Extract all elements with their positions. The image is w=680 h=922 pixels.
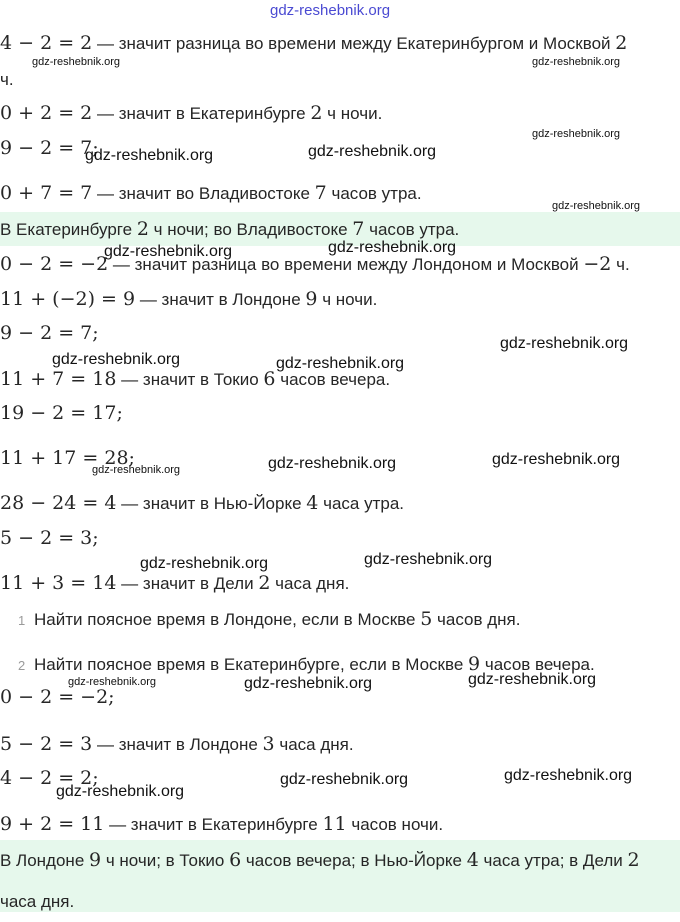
watermark: gdz-reshebnik.org — [552, 200, 641, 212]
watermark: gdz-reshebnik.org — [92, 464, 181, 476]
solution-line — [0, 32, 680, 54]
answer-value: 2 — [136, 218, 149, 240]
answer-value-2: 7 — [352, 218, 365, 240]
line-text: ч. — [0, 70, 14, 89]
equation: 9 + 2 = 11 — [0, 813, 105, 835]
equation: 9 − 2 = 7; — [0, 322, 99, 344]
task-number: 2 — [18, 658, 26, 673]
task-number: 1 — [18, 613, 26, 628]
line-text: — значит в Лондоне — [92, 735, 263, 754]
equation-value: 7 — [314, 182, 327, 204]
line-text: — значит разница во времени между Лондоном и Москвой — [108, 255, 584, 274]
watermark: gdz-reshebnik.org — [492, 451, 621, 468]
watermark: gdz-reshebnik.org — [104, 243, 233, 260]
equation-value: 2 — [615, 32, 628, 54]
equation: 0 − 2 = −2 — [0, 253, 109, 275]
watermark: gdz-reshebnik.org — [244, 675, 373, 692]
watermark-header: gdz-reshebnik.org — [270, 2, 391, 19]
watermark: gdz-reshebnik.org — [532, 128, 621, 140]
equation: 11 + (−2) = 9 — [0, 288, 136, 310]
task-value: 9 — [468, 653, 481, 675]
line-text-2: часов ночи. — [346, 815, 444, 834]
line-text: — значит во Владивостоке — [92, 184, 315, 203]
line-text: — значит в Дели — [116, 574, 259, 593]
watermark: gdz-reshebnik.org — [532, 56, 621, 68]
task-text-2: часов дня. — [432, 610, 521, 629]
equation: 11 + 3 = 14 — [0, 572, 117, 594]
equation-value: 11 — [322, 813, 347, 835]
equation: 28 − 24 = 4 — [0, 492, 117, 514]
solution-line — [0, 813, 680, 835]
equation-value: 4 — [306, 492, 319, 514]
watermark: gdz-reshebnik.org — [140, 555, 269, 572]
equation: 19 − 2 = 17; — [0, 402, 123, 424]
equation-value: 2 — [310, 102, 323, 124]
equation: 4 − 2 = 2 — [0, 32, 93, 54]
answer-text-3: часов вечера; в Нью-Йорке — [241, 851, 467, 870]
watermark: gdz-reshebnik.org — [68, 676, 157, 688]
answer-text-4: часа утра; в Дели — [478, 851, 628, 870]
equation-value: −2 — [583, 253, 612, 275]
line-text: — значит в Екатеринбурге — [104, 815, 323, 834]
answer-text-2: ч ночи; во Владивостоке — [148, 220, 353, 239]
solution-line — [0, 102, 680, 124]
equation: 4 − 2 = 2; — [0, 767, 99, 789]
equation: 11 + 7 = 18 — [0, 368, 117, 390]
watermark: gdz-reshebnik.org — [56, 783, 185, 800]
watermark: gdz-reshebnik.org — [32, 56, 121, 68]
equation-value: 6 — [263, 368, 276, 390]
line-text-2: часа дня. — [274, 735, 354, 754]
answer-value: 9 — [89, 849, 102, 871]
watermark: gdz-reshebnik.org — [468, 671, 597, 688]
answer-value-3: 4 — [466, 849, 479, 871]
equation: 9 − 2 = 7; — [0, 137, 99, 159]
equation: 5 − 2 = 3; — [0, 527, 99, 549]
equation: 11 + 17 = 28; — [0, 447, 135, 469]
watermark: gdz-reshebnik.org — [85, 147, 214, 164]
watermark: gdz-reshebnik.org — [276, 355, 405, 372]
answer-text-5: часа дня. — [0, 892, 75, 911]
solution-line — [0, 572, 680, 594]
solution-line — [0, 733, 680, 755]
answer-text: В Лондоне — [0, 851, 90, 870]
equation: 0 + 2 = 2 — [0, 102, 93, 124]
solution-line — [0, 492, 680, 514]
final-answer-block — [0, 840, 680, 912]
equation: 5 − 2 = 3 — [0, 733, 93, 755]
watermark: gdz-reshebnik.org — [328, 239, 457, 256]
line-text: — значит в Токио — [116, 370, 264, 389]
task-text-2: часов вечера. — [480, 655, 595, 674]
watermark: gdz-reshebnik.org — [268, 455, 397, 472]
line-text: — значит в Екатеринбурге — [92, 104, 311, 123]
watermark: gdz-reshebnik.org — [52, 351, 181, 368]
equation-value: 9 — [305, 288, 318, 310]
answer-value-2: 6 — [229, 849, 242, 871]
line-text-2: часов утра. — [326, 184, 422, 203]
equation: 0 + 7 = 7 — [0, 182, 93, 204]
answer-text: В Екатеринбурге — [0, 220, 137, 239]
task-text: Найти поясное время в Лондоне, если в Москве — [34, 610, 421, 629]
line-text-2: часа дня. — [270, 574, 350, 593]
solution-line — [0, 527, 680, 549]
line-text-2: часов вечера. — [275, 370, 391, 389]
task-text: Найти поясное время в Екатеринбурге, если в Москве — [34, 655, 469, 674]
equation: 0 − 2 = −2; — [0, 686, 115, 708]
equation-value: 3 — [262, 733, 275, 755]
line-text: — значит разница во времени между Екатеринбургом и Москвой — [92, 34, 616, 53]
watermark: gdz-reshebnik.org — [364, 551, 493, 568]
task-value: 5 — [420, 608, 433, 630]
answer-value-4: 2 — [627, 849, 640, 871]
watermark: gdz-reshebnik.org — [504, 767, 633, 784]
solution-line — [0, 288, 680, 310]
line-text: — значит в Лондоне — [135, 290, 306, 309]
answer-text-3: часов утра. — [364, 220, 460, 239]
watermark: gdz-reshebnik.org — [308, 143, 437, 160]
task-item — [18, 608, 668, 630]
answer-text-2: ч ночи; в Токио — [101, 851, 230, 870]
solution-line-continued — [0, 70, 680, 90]
watermark: gdz-reshebnik.org — [500, 335, 629, 352]
line-text: — значит в Нью-Йорке — [116, 494, 307, 513]
equation-value: 2 — [258, 572, 271, 594]
line-text-2: ч. — [611, 255, 630, 274]
line-text-2: ч ночи. — [317, 290, 378, 309]
solution-line — [0, 402, 680, 424]
line-text-2: ч ночи. — [322, 104, 383, 123]
watermark: gdz-reshebnik.org — [280, 771, 409, 788]
line-text-2: часа утра. — [318, 494, 404, 513]
